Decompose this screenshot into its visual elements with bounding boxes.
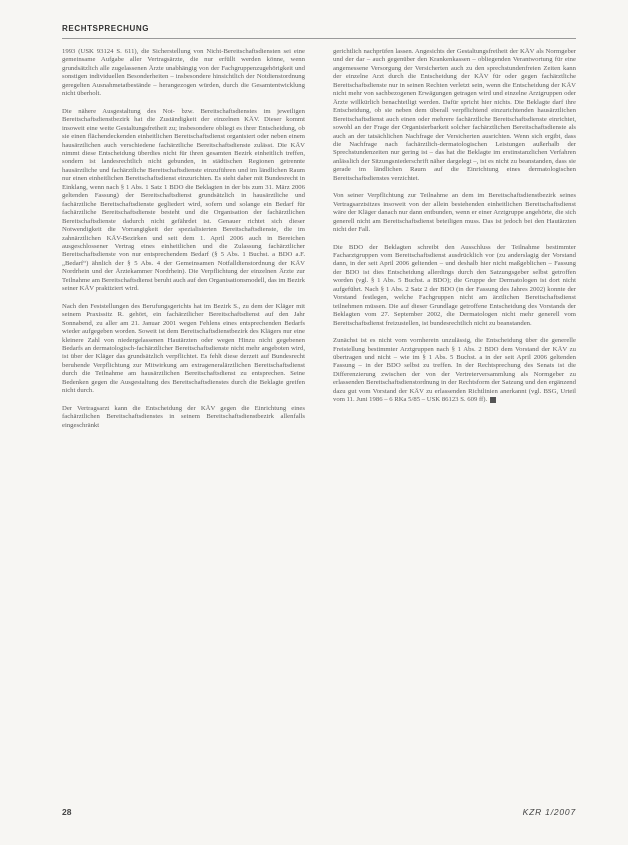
paragraph-text: Zunächst ist es nicht vom vornherein unzulässig, die Entscheidung über die generelle Freistellung bestimmter Arztgruppen nach § 1 Abs. 2 BDO dem Vorstand der KÄV zu übertragen und nicht – wie im § 1 Abs. 5 Buchst. a in der seit April 2006 geltenden Fassung – in der BDO selbst zu treffen. In der Rechtsprechung des Senats ist die Differenzierung zwischen der von der Vertreterversammlung als Normgeber zu erlassenden Bereitschaftsdienstordnung in der Rechtsform der Satzung und den ergänzend dazu gut vom Vorstand der KÄV zu erlassenden Richtlinien anerkannt (vgl. BSG, Urteil vom 11. Juni 1986 – 6 RKa 5/85 – USK 86123 S. 609 ff). bbox=[333, 337, 576, 404]
page-number: 28 bbox=[62, 807, 72, 817]
header-rule bbox=[62, 38, 576, 39]
section-header: RECHTSPRECHUNG bbox=[62, 24, 150, 33]
paragraph: Nach den Feststellungen des Berufungsgerichts hat im Bezirk S., zu dem der Kläger mit seinem Praxissitz R. gehört, ein fachärztlicher Bereitschaftsdienst auf den Jahr Sonnabend, zu aller am 21. Januar 2001 wegen Fehlens eines entsprechenden Bedarfs wieder aufgegeben worden. Soweit ist dem Bereitschaftsdienstbezirk des Klägers nur eine kleinere Zahl von niedergelassenen Hautärzten oder wegen Hinzu nicht gegebenen Bedarfs an dermatologisch-fachärztlicher Bereitschaftsdienste nicht mehr angeboten wird, ist über der Kläger das grundsätzlich verpflichtet. Es fehlt diese derzeit auf Bundesrecht beruhende Verpflichtung zur Mitwirkung am extrageneralärztlichen Bereitschaftsdienst durch die Teilnahme am hausärztlichen Bereitschaftsdienst zu entsprechen. Seine Bedenken gegen die Ausgestaltung des Bereitschaftsdienstes durch die Beklagte greifen nicht durch. bbox=[62, 302, 305, 395]
paragraph: gerichtlich nachprüfen lassen. Angesichts der Gestaltungsfreiheit der KÄV als Normgeber und der dar – auch gegenüber den Krankenkassen – obliegenden Verantwortung für eine angemessene Versorgung der Versicherten auch zu den sprechstundenfreien Zeiten kann der einzelne Arzt durch die Entscheidung der KÄV für oder gegen fachärztliche Bereitschaftsdienste nur in seinen Rechten verletzt sein, wenn die Entscheidung der KÄV nicht mehr von sachbezogenen Erwägungen getragen wird und einzelne Arztgruppen oder Ärzte willkürlich benachteiligt werden. Dafür spricht hier nichts. Die Beklagte darf ihre Entscheidung, ob sie neben dem überall verpflichtend einzurichtenden hausärztlichen Bereitschaftsdienst auch einen oder mehrere fachärztliche Bereitschaftsdienste einrichtet, sowohl an der Frage der Organisierbarkeit solcher fachärztlichen Bereitschaftsdienste als auch an der tatsächlichen Nachfrage der Versicherten ausrichten. Wenn sich ergibt, dass die Nachfrage nach fachärztlich-dermatologischen Leistungen außerhalb der Sprechstundenzeiten nur gering ist – das hat die Beklagte im erstinstanzlichen Verfahren anlässlich der Sitzungsniederschrift näher dargelegt –, ist es nicht zu beanstanden, dass sie gerade im ländlichen Raum auf die Einrichtung eines dermatologischen Bereitschaftsdienstes verzichtet. bbox=[333, 48, 576, 182]
end-of-article-mark bbox=[490, 397, 496, 403]
paragraph: Die BDO der Beklagten schreibt den Ausschluss der Teilnahme bestimmter Facharztgruppen vom Bereitschaftsdienst ausdrücklich vor (zu anderslagig der Vorstand dann, in der seit April 2006 geltenden – und deshalb hier nicht maßgeblichen – Fassung der BDO ist dies Entscheidung allerdings durch den Satzungsgeber selbst getroffen worden (vgl. § 1 Abs. 5 Buchst. a BDO); die Gruppe der Dermatologen ist dort nicht aufgeführt. Nach § 1 Abs. 2 Satz 2 der BDO (in der Fassung des Jahres 2002) konnte der Vorstand festlegen, welche Fachgruppen nicht am ärztlichen Bereitschaftsdienst teilnehmen müssen. Die auf dieser Grundlage getroffene Entscheidung des Vorstands der Beklagten vom 27. September 2002, die Dermatologen nicht mehr generell vom Bereitschaftsdienst freizustellen, ist bundesrechtlich nicht zu beanstanden. bbox=[333, 243, 576, 327]
left-column bbox=[62, 48, 305, 439]
journal-issue: KZR 1/2007 bbox=[522, 807, 576, 817]
paragraph: 1993 (USK 93124 S. 611), die Sicherstellung von Nicht-Bereitschaftsdiensten sei eine gemeinsame Aufgabe aller Vertragsärzte, die nur erfüllt werden könne, wenn grundsätzlich alle zugelassenen Ärzte unabhängig von der Fachgruppenzugehörigkeit und sonstigen individuellen Besonderheiten – insbesondere hinsichtlich der Notdienstordnung geregelten Ausnahmetatbestände – herangezogen würden, durch die Gesamtentwicklung nicht überholt. bbox=[62, 48, 305, 98]
paragraph: Die nähere Ausgestaltung des Not- bzw. Bereitschaftsdienstes im jeweiligen Bereitschaftsdienstbezirk hat die Zuständigkeit der einzelnen KÄV. Dieser kommt insoweit eine weite Gestaltungsfreiheit zu; insbesondere obliegt es ihrer Entscheidung, ob sie einen flächendeckenden einheitlichen Bereitschaftsdienst organisiert oder neben einem hausärztlichen auch verschiedene fachärztliche Bereitschaftsdienste zulässt. Die KÄV nimmt diese Entscheidung überdies nicht für ihren gesamten Bezirk einheitlich treffen, sondern ist landesrechtlich nicht gebunden, in städtischen Regionen getrennte hausärztliche und fachärztliche Bereitschaftsdienste einzuführen und im ländlichen Raum nur einen einheitlichen Bereitschaftsdienst einzurichten. Es steht daher mit Bundesrecht in Einklang, wenn nach § 1 Abs. 1 Satz 1 BDO die Beklagten in der bis zum 31. März 2006 geltenden Fassung) der Bereitschaftsdienst grundsätzlich in hausärztliche und fachärztliche Bereitschaftsdienste gegliedert wird, sofern und solange ein Bedarf für fachärztliche Bereitschaftsdienste besteht und die Organisation der fachärztlichen Bereitschaftsdienste dadurch nicht gefährdet ist. Genauer richtet sich dieser Notwendigkeit die Vorrangigkeit der spezialisierten Bereitschaftsdienste, die im zahnärztlichen KÄV-Bezirken und seit dem 1. April 2006 auch in Bereichen ausgeschlossener Vertrag eines einheitlichen und die Zulassung fachärztlicher Bereitschaftsdienste von nur entsprechendem Bedarf (§ 5 Abs. 1 Buchst. a BDO a.F. „Bedarf“) ähnlich der § 5 Abs. 4 der Gemeinsamen Notfalldienstordnung der KÄV Nordrhein und der Ärztekammer Nordrhein). Die Verpflichtung der einzelnen Ärzte zur Teilnahme am Bereitschaftsdienst beruht auch auf den Organisationsmodell, das im Bezirk seiner KÄV praktiziert wird. bbox=[62, 107, 305, 293]
paragraph-last bbox=[333, 337, 576, 405]
paragraph: Der Vertragsarzt kann die Entscheidung der KÄV gegen die Einrichtung eines fachärztlichen Bereitschaftsdienstes in seinem Bereitschaftsdienstbezirk allenfalls eingeschränkt bbox=[62, 404, 305, 429]
right-column bbox=[333, 48, 576, 414]
paragraph: Von seiner Verpflichtung zur Teilnahme an dem im Bereitschaftsdienstbezirk seines Vertragsarztsitzes insoweit von der allein bestehenden einheitlichen Bereitschaftsdienst wäre der Kläger danach nur dann entbunden, wenn er einer Arztgruppe angehörte, die sich generell nicht am Bereitschaftsdienst beteiligen muss. Das ist jedoch bei den Hautärzten nicht der Fall. bbox=[333, 192, 576, 234]
